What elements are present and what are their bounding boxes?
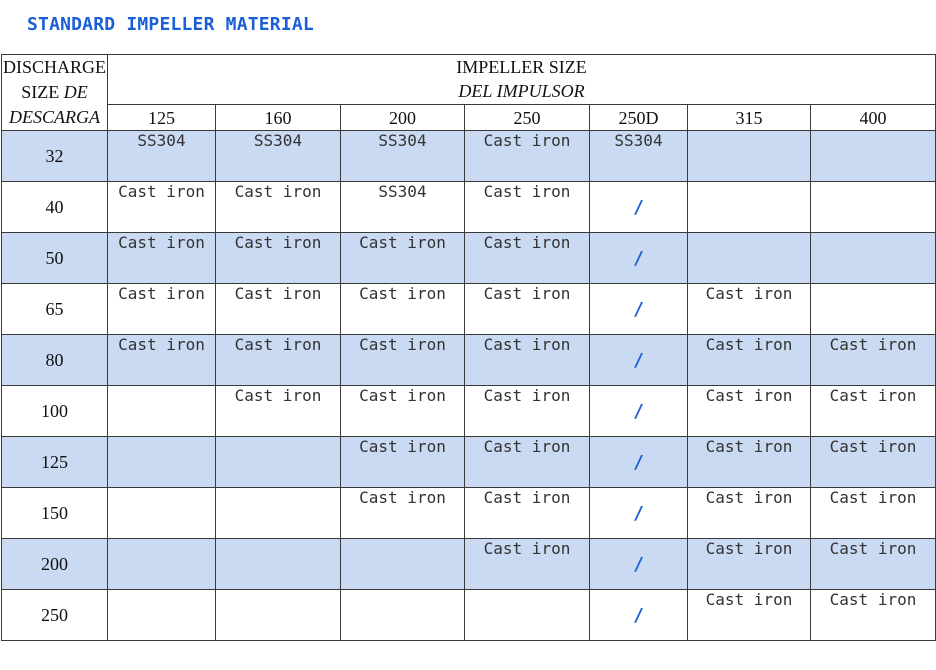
table-row bbox=[2, 539, 936, 590]
not-available-cell: / bbox=[590, 590, 688, 641]
table-row bbox=[2, 131, 936, 182]
material-cell bbox=[108, 590, 216, 641]
impeller-material-table bbox=[1, 54, 936, 641]
column-header: 160 bbox=[216, 105, 341, 131]
material-cell: Cast iron bbox=[811, 539, 936, 590]
discharge-size-cell: 100 bbox=[2, 386, 108, 437]
discharge-size-cell: 32 bbox=[2, 131, 108, 182]
material-cell: Cast iron bbox=[216, 284, 341, 335]
impeller-header-line1: IMPELLER SIZE bbox=[456, 57, 587, 77]
material-cell: Cast iron bbox=[108, 182, 216, 233]
table-row bbox=[2, 233, 936, 284]
material-cell: Cast iron bbox=[465, 539, 590, 590]
discharge-size-cell: 150 bbox=[2, 488, 108, 539]
material-cell: Cast iron bbox=[341, 335, 465, 386]
discharge-size-cell: 80 bbox=[2, 335, 108, 386]
column-header: 250D bbox=[590, 105, 688, 131]
table-row bbox=[2, 437, 936, 488]
material-cell bbox=[688, 131, 811, 182]
table-row bbox=[2, 335, 936, 386]
material-cell: Cast iron bbox=[341, 437, 465, 488]
not-available-cell: / bbox=[590, 182, 688, 233]
discharge-size-cell: 65 bbox=[2, 284, 108, 335]
column-header: 315 bbox=[688, 105, 811, 131]
column-header: 200 bbox=[341, 105, 465, 131]
material-cell bbox=[341, 590, 465, 641]
column-header: 250 bbox=[465, 105, 590, 131]
material-cell: Cast iron bbox=[688, 488, 811, 539]
table-row bbox=[2, 386, 936, 437]
material-cell: Cast iron bbox=[341, 284, 465, 335]
impeller-size-header bbox=[108, 55, 936, 105]
material-cell bbox=[108, 488, 216, 539]
material-cell bbox=[811, 182, 936, 233]
material-cell: Cast iron bbox=[465, 488, 590, 539]
material-cell bbox=[341, 539, 465, 590]
material-cell: Cast iron bbox=[216, 182, 341, 233]
material-cell: SS304 bbox=[341, 131, 465, 182]
material-cell: Cast iron bbox=[811, 590, 936, 641]
not-available-cell: / bbox=[590, 233, 688, 284]
material-cell: Cast iron bbox=[465, 386, 590, 437]
discharge-size-cell: 125 bbox=[2, 437, 108, 488]
discharge-header-line2: SIZE DE bbox=[21, 82, 88, 102]
material-cell bbox=[688, 233, 811, 284]
material-cell: Cast iron bbox=[341, 233, 465, 284]
material-cell: Cast iron bbox=[465, 437, 590, 488]
not-available-cell: / bbox=[590, 284, 688, 335]
material-cell: Cast iron bbox=[811, 437, 936, 488]
material-cell bbox=[108, 386, 216, 437]
material-cell: Cast iron bbox=[465, 182, 590, 233]
material-cell: Cast iron bbox=[688, 284, 811, 335]
material-cell: Cast iron bbox=[465, 335, 590, 386]
discharge-size-cell: 250 bbox=[2, 590, 108, 641]
material-cell bbox=[811, 233, 936, 284]
material-cell: Cast iron bbox=[688, 437, 811, 488]
material-cell: Cast iron bbox=[108, 284, 216, 335]
material-cell bbox=[108, 437, 216, 488]
impeller-size-columns bbox=[2, 105, 936, 131]
discharge-size-cell: 200 bbox=[2, 539, 108, 590]
table-row bbox=[2, 488, 936, 539]
table-row bbox=[2, 590, 936, 641]
material-cell: Cast iron bbox=[108, 335, 216, 386]
not-available-cell: / bbox=[590, 335, 688, 386]
material-cell: Cast iron bbox=[811, 386, 936, 437]
material-cell bbox=[216, 590, 341, 641]
material-cell: SS304 bbox=[108, 131, 216, 182]
material-cell bbox=[108, 539, 216, 590]
material-cell: Cast iron bbox=[341, 488, 465, 539]
table-row bbox=[2, 284, 936, 335]
material-cell bbox=[216, 488, 341, 539]
material-cell: Cast iron bbox=[465, 131, 590, 182]
material-cell: SS304 bbox=[341, 182, 465, 233]
material-cell bbox=[811, 131, 936, 182]
material-cell: Cast iron bbox=[216, 335, 341, 386]
material-cell: Cast iron bbox=[465, 233, 590, 284]
material-cell: Cast iron bbox=[688, 335, 811, 386]
material-cell: SS304 bbox=[590, 131, 688, 182]
material-cell: Cast iron bbox=[688, 539, 811, 590]
not-available-cell: / bbox=[590, 539, 688, 590]
discharge-header-line1: DISCHARGE bbox=[2, 57, 106, 77]
not-available-cell: / bbox=[590, 437, 688, 488]
material-cell bbox=[216, 437, 341, 488]
column-header: 400 bbox=[811, 105, 936, 131]
discharge-size-cell: 50 bbox=[2, 233, 108, 284]
material-cell: SS304 bbox=[216, 131, 341, 182]
material-cell bbox=[688, 182, 811, 233]
material-cell: Cast iron bbox=[811, 488, 936, 539]
material-cell: Cast iron bbox=[108, 233, 216, 284]
table-body bbox=[2, 131, 936, 641]
material-cell: Cast iron bbox=[811, 335, 936, 386]
material-cell bbox=[465, 590, 590, 641]
material-cell bbox=[811, 284, 936, 335]
impeller-header-line2: DEL IMPULSOR bbox=[458, 81, 585, 101]
column-header: 125 bbox=[108, 105, 216, 131]
material-cell: Cast iron bbox=[216, 233, 341, 284]
material-cell: Cast iron bbox=[688, 386, 811, 437]
not-available-cell: / bbox=[590, 488, 688, 539]
material-cell: Cast iron bbox=[216, 386, 341, 437]
discharge-size-header bbox=[2, 55, 108, 131]
material-cell: Cast iron bbox=[341, 386, 465, 437]
material-cell: Cast iron bbox=[465, 284, 590, 335]
material-cell: Cast iron bbox=[688, 590, 811, 641]
discharge-size-cell: 40 bbox=[2, 182, 108, 233]
page-title: STANDARD IMPELLER MATERIAL bbox=[27, 14, 314, 35]
material-cell bbox=[216, 539, 341, 590]
table-row bbox=[2, 182, 936, 233]
not-available-cell: / bbox=[590, 386, 688, 437]
discharge-header-line3: DESCARGA bbox=[9, 107, 100, 127]
